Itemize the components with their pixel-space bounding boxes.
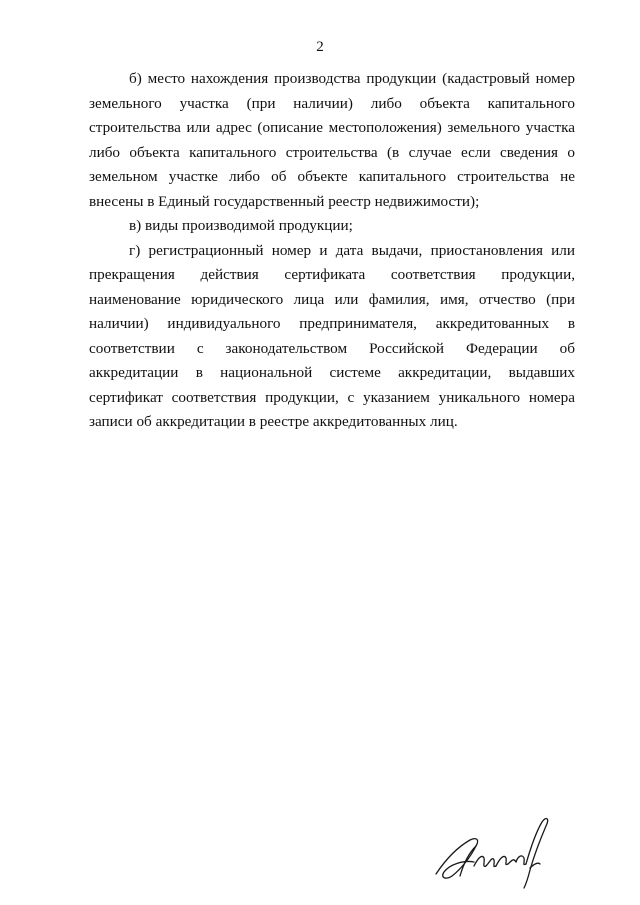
- paragraph-b: б) место нахождения производства продукции (кадастровый номер земельного участка (при наличии) либо объекта капитального строительства или адрес (описание местоположения) земельного участка либо объекта капитального строительства (в случае если сведения о земельном участке либо об объекте капитального строительства не внесены в Единый государственный реестр недвижимости);: [89, 70, 575, 210]
- paragraph-g: г) регистрационный номер и дата выдачи, приостановления или прекращения действия сертификата соответствия продукции, наименование юридического лица или фамилия, имя, отчество (при наличии) индивидуального предпринимателя, аккредитованных в соответствии с законодательством Российской Федерации об аккредитации в национальной системе аккредитации, выдавших сертификат соответствия продукции, с указанием уникального номера записи об аккредитации в реестре аккредитованных лиц.: [89, 241, 575, 430]
- document-body: [89, 67, 575, 435]
- page-number: 2: [316, 39, 324, 55]
- paragraph-v: в) виды производимой продукции;: [129, 217, 353, 234]
- signature-icon: [430, 810, 560, 890]
